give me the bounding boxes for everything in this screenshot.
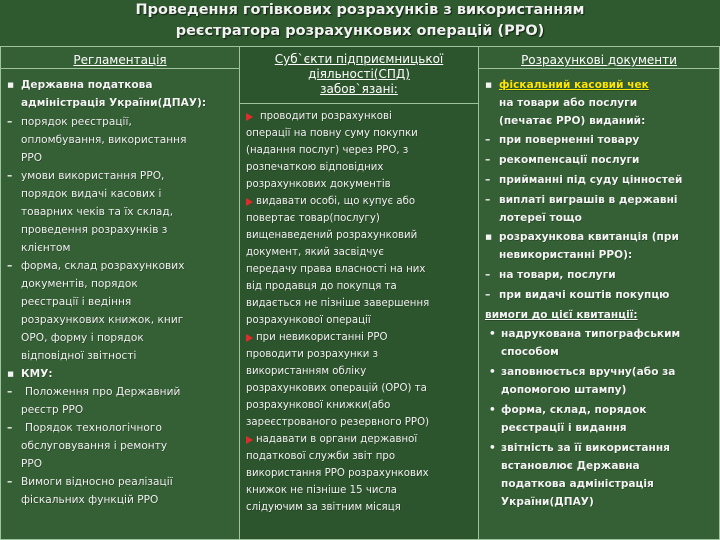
bullet-dot-marker: • [489, 404, 496, 416]
subjects-line: документ, який засвідчує [246, 247, 385, 258]
dash-marker: – [7, 422, 13, 434]
arrow-marker-icon [246, 113, 253, 121]
subjects-line: розрахункової операції [246, 315, 371, 326]
slide-title [0, 0, 720, 46]
documents-line: податкова адміністрація [501, 478, 654, 490]
documents-line: реєстрації і видання [501, 422, 627, 434]
subjects-line: (надання послуг) через РРО, з [246, 145, 409, 156]
bullet-dot-marker: • [489, 328, 496, 340]
bullet-dot-marker: • [489, 366, 496, 378]
subjects-line: використанням обліку [246, 366, 367, 377]
documents-body [479, 69, 719, 539]
documents-column [479, 47, 719, 539]
bullet-square-marker: ▪ [485, 79, 493, 91]
subjects-line: операції на повну суму покупки [246, 128, 418, 139]
documents-line: рекомпенсації послуги [499, 154, 640, 166]
arrow-marker-icon [246, 198, 253, 206]
regulation-line: адміністрація України(ДПАУ): [21, 97, 207, 109]
documents-line: лотереї тощо [499, 212, 582, 224]
subjects-line: вищенаведений розрахунковий [246, 230, 418, 241]
regulation-line: РРО [21, 458, 43, 470]
documents-line: на товари або послуги [499, 97, 638, 109]
subjects-line: книжок не пізніше 15 числа [246, 485, 397, 496]
documents-line: розрахункова квитанція (при [499, 231, 679, 243]
documents-line: допомогою штампу) [501, 384, 627, 396]
subjects-heading-line: діяльності(СПД) [308, 67, 410, 81]
subjects-line: розрахункових операцій (ОРО) та [246, 383, 427, 394]
regulation-line: умови використання РРО, [21, 170, 165, 182]
documents-line: способом [501, 346, 559, 358]
subjects-line: видається не пізніше завершення [246, 298, 430, 309]
regulation-heading [1, 47, 239, 69]
subjects-line: надавати в органи державної [256, 434, 418, 445]
regulation-line: порядок видачі касових і [21, 188, 162, 200]
title-line-2: реєстратора розрахункових операцій (РРО) [175, 23, 545, 39]
documents-line: України(ДПАУ) [501, 496, 594, 508]
dash-marker: – [485, 174, 491, 186]
regulation-line: товарних чеків та їх склад, [21, 206, 174, 218]
arrow-marker-icon [246, 436, 253, 444]
dash-marker: – [485, 269, 491, 281]
arrow-marker-icon [246, 334, 253, 342]
subjects-line: розпечаткою відповідних [246, 162, 384, 173]
regulation-line: Державна податкова [21, 79, 153, 91]
dash-marker: – [7, 476, 13, 488]
documents-line: фіскальний касовий чек [499, 79, 649, 91]
subjects-heading [240, 47, 478, 104]
documents-line: заповнюється вручну(або за [501, 366, 676, 378]
subjects-line: видавати особі, що купує або [256, 196, 416, 207]
regulation-line: реєстр РРО [21, 404, 84, 416]
documents-line: прийманні під суду цінностей [499, 174, 683, 186]
documents-line: при видачі коштів покупцю [499, 289, 670, 301]
documents-line: вимоги до цієї квитанції: [485, 309, 638, 321]
regulation-line: реєстрації і ведіння [21, 296, 132, 308]
dash-marker: – [485, 289, 491, 301]
dash-marker: – [7, 260, 13, 272]
subjects-line: розрахункової книжки(або [246, 400, 391, 411]
subjects-heading-line: Суб`єкти підприємницької [274, 52, 444, 66]
title-line-1: Проведення готівкових розрахунків з використанням [135, 2, 585, 18]
regulation-line: фіскальних функцій РРО [21, 494, 159, 506]
documents-heading [479, 47, 719, 69]
subjects-line: від продавця до покупця та [246, 281, 397, 292]
dash-marker: – [7, 116, 13, 128]
subjects-heading-line: забов`язані: [320, 82, 398, 96]
subjects-line: використання РРО розрахункових [246, 468, 429, 479]
regulation-line: ОРО, форму і порядок [21, 332, 144, 344]
dash-marker: – [485, 194, 491, 206]
bullet-square-marker: ▪ [7, 368, 15, 380]
subjects-line: проводити розрахункові [260, 111, 392, 122]
documents-line: виплаті виграшів в державні [499, 194, 678, 206]
documents-line: невикористанні РРО): [499, 249, 633, 261]
regulation-column [1, 47, 240, 539]
subjects-line: розрахункових документів [246, 179, 391, 190]
regulation-line: клієнтом [21, 242, 71, 254]
regulation-line: форма, склад розрахункових [21, 260, 185, 272]
regulation-line: Положення про Державний [25, 386, 181, 398]
documents-line: при поверненні товару [499, 134, 640, 146]
bullet-square-marker: ▪ [485, 231, 493, 243]
dash-marker: – [7, 386, 13, 398]
regulation-heading-text: Регламентація [73, 53, 167, 67]
documents-line: встановлює Державна [501, 460, 640, 472]
dash-marker: – [7, 170, 13, 182]
documents-line: на товари, послуги [499, 269, 616, 281]
subjects-column [240, 47, 479, 539]
content-table [0, 46, 720, 540]
regulation-body [1, 69, 239, 539]
regulation-line: КМУ: [21, 368, 53, 380]
documents-line: звітність за її використання [501, 442, 670, 454]
bullet-square-marker: ▪ [7, 79, 15, 91]
subjects-line: повертає товар(послугу) [246, 213, 380, 224]
subjects-line: зареєстрованого резервного РРО) [246, 417, 430, 428]
bullet-dot-marker: • [489, 442, 496, 454]
subjects-line: слідуючим за звітним місяця [246, 502, 401, 513]
regulation-line: розрахункових книжок, книг [21, 314, 184, 326]
documents-line: надрукована типографським [501, 328, 681, 340]
documents-line: форма, склад, порядок [501, 404, 647, 416]
regulation-line: Вимоги відносно реалізації [21, 476, 173, 488]
regulation-line: відповідної звітності [21, 350, 137, 362]
documents-line: (печатає РРО) виданий: [499, 115, 646, 127]
regulation-line: РРО [21, 152, 43, 164]
regulation-line: документів, порядок [21, 278, 138, 290]
dash-marker: – [485, 154, 491, 166]
dash-marker: – [485, 134, 491, 146]
regulation-line: проведення розрахунків з [21, 224, 168, 236]
subjects-body [240, 104, 478, 539]
regulation-line: опломбування, використання [21, 134, 187, 146]
subjects-line: при невикористанні РРО [256, 332, 388, 343]
subjects-line: проводити розрахунки з [246, 349, 379, 360]
subjects-line: податкової служби звіт про [246, 451, 396, 462]
documents-heading-text: Розрахункові документи [521, 53, 677, 67]
regulation-line: обслуговування і ремонту [21, 440, 168, 452]
regulation-line: порядок реєстрації, [21, 116, 132, 128]
subjects-line: передачу права власності на них [246, 264, 426, 275]
regulation-line: Порядок технологічного [25, 422, 162, 434]
